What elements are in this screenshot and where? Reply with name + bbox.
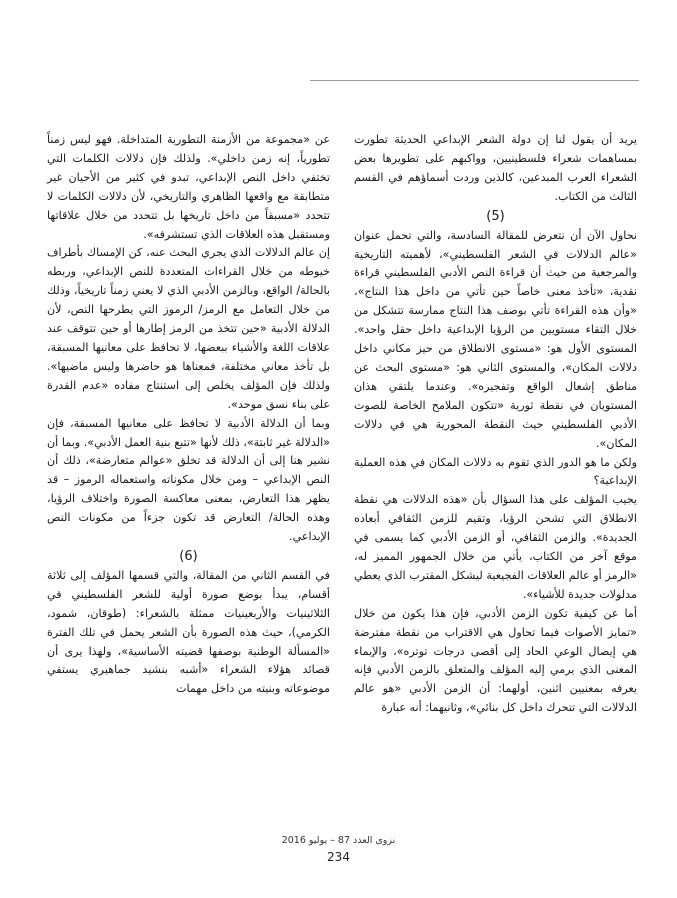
paragraph: وبما أن الدلالة الأدبية لا تحافظ على معانيها المسبقة، فإن «الدلالة غير ثابتة»، ذلك لأنها «تتبع بنية العمل الأدبي». وبما أن نشير هنا إلى أن الدلالة قد تخلق «عوالم متعارضة»، ذلك أن النص الإبداعي – ومن خلال مكوناته واستعماله الرموز – قد يظهر هذا التعارض، بمعنى معاكسة الصورة واختلاف الرؤيا، وهذه الحالة/ التعارض قد تكون جزءاً من مكونات النص الإبداعي. <box>47 416 330 544</box>
paragraph: إن عالم الدلالات الذي يجري البحث عنه، كن الإمساك بأطراف خيوطه من خلال القراءات المتعددة للنص الإبداعي، وربطه بالحالة/ الواقع، وبالزمن الأدبي الذي لا يعني زمناً تاريخياً، وذلك من خلال التعامل مع الرمز/ الرموز التي يطرحها النص، لأن الدلالة الأدبية «حين تتخذ من الرمز إطارها أو حين تتوقف عند علاقات اللغة والأشياء ببعضها، لا تحافظ على معانيها المسبقة، بل تأخذ معاني مختلفة، فمعناها هو حاضرها وليس ماضيها». ولذلك فإن المؤلف يخلص إلى استنتاج مفاده «عدم القدرة على بناء نسق موحد». <box>47 246 330 411</box>
issue-line: نزوى العدد 87 – يوليو 2016 <box>281 835 396 846</box>
page-footer <box>0 834 677 865</box>
paragraph: يجيب المؤلف على هذا السؤال بأن «هذه الدلالات هي نقطة الانطلاق التي تشحن الرؤيا، وتقيم للزمن الثقافي أبعاده الجديدة». والزمن الثقافي، أو الزمن الأدبي كما يسمى في موقع آخر من الكتاب، يأتي من خلال الجمهور المميز له، «الرمز أو عالم العلاقات الفجيعية ليشكل المقترب الذي يعطي مدلولات جديدة للأشياء». <box>354 493 637 601</box>
paragraph: في القسم الثاني من المقالة، والتي قسمها المؤلف إلى ثلاثة أقسام، يبدأ بوضع صورة أولية للشعر الفلسطيني في الثلاثينيات والأربعينيات ممثلة بالشعراء: (طوقان، شمود، الكرمي)، حيث هذه الصورة بأن الشعر يحمل في تلك الفترة «المسألة الوطنية بوصفها قضيته الأساسية»، ولهذا يرى أن قصائد هؤلاء الشعراء «أشبه بنشيد جماهيري يستقي موضوعاته وبنيته من داخل مهمات <box>47 568 330 696</box>
section-number: (5) <box>486 208 505 224</box>
paragraph: أما عن كيفية تكون الزمن الأدبي، فإن هذا يكون من خلال «تمايز الأصوات فيما تحاول هي الاقتراب من نقطة مفترضة هي إيصال الوعي الحاد إلى أقصى درجات توتره»، والإيماء المعنى الذي يرمي إليه المؤلف والمتعلق بالزمن الأدبي فإنه يعرفه بمعنيين اثنين، أولهما: أن الزمن الأدبي «هو عالم الدلالات التي تتحرك داخل كل بنائي»، وثانيهما: أنه عبارة <box>354 606 637 715</box>
paragraph: يريد أن يقول لنا إن دولة الشعر الإبداعي الحديثة تطورت بمساهمات شعراء فلسطينيين، وواكبهم على تطويرها بعض الشعراء العرب المبدعين، كالذين وردت أسماؤهم في القسم الثالث من الكتاب. <box>354 133 637 203</box>
section-number: (6) <box>179 548 198 564</box>
right-column <box>354 131 637 718</box>
header-rule <box>310 80 639 81</box>
page-number: 234 <box>327 850 350 864</box>
paragraph: ولكن ما هو الدور الذي تقوم به دلالات المكان في هذه العملية الإبداعية؟ <box>354 455 637 488</box>
paragraph: نحاول الآن أن نتعرض للمقالة السادسة، والتي تحمل عنوان «عالم الدلالات في الشعر الفلسطيني»، لأهميته التاريخية والمرجعية من حيث أن قراءة النص الأدبي الفلسطيني قراءة نقدية، «تأخذ معنى خاصاً حين تأتي من داخل هذا النتاج»، «وأن هذه القراءة تأتي بوصف هذا النتاج ممارسة تتشكل من خلال التقاء مستويين من الرؤيا الإبداعية داخل حقل واحد». المستوى الأول هو: «مستوى الانطلاق من حيز مكاني داخل دلالات المكان»، والمستوى الثاني هو: «مستوى البحث عن مناطق إشعال الواقع وتفجيره». وعندما يلتقي هذان المستويان في نقطة ثورية «تتكون الملامح الخاصة للصوت الأدبي الفلسطيني حيث النقطة المحورية هي في دلالات المكان». <box>354 228 637 450</box>
left-column <box>47 131 330 699</box>
paragraph: عن «مجموعة من الأزمنة التطورية المتداخلة. فهو ليس زمناً تطورياً، إنه زمن داخلي». ولذلك فإن دلالات الكلمات التي تختفي داخل النص الإبداعي، تبدو في كثير من الأحيان غير متطابقة مع واقعها الظاهري والتاريخي، لأن دلالات الكلمات لا تتحدد «مسبقاً من داخل تاريخها بل تتحدد من خلال علاقاتها ومستقبل هذه العلاقات الذي تستشرفه». <box>47 133 330 241</box>
